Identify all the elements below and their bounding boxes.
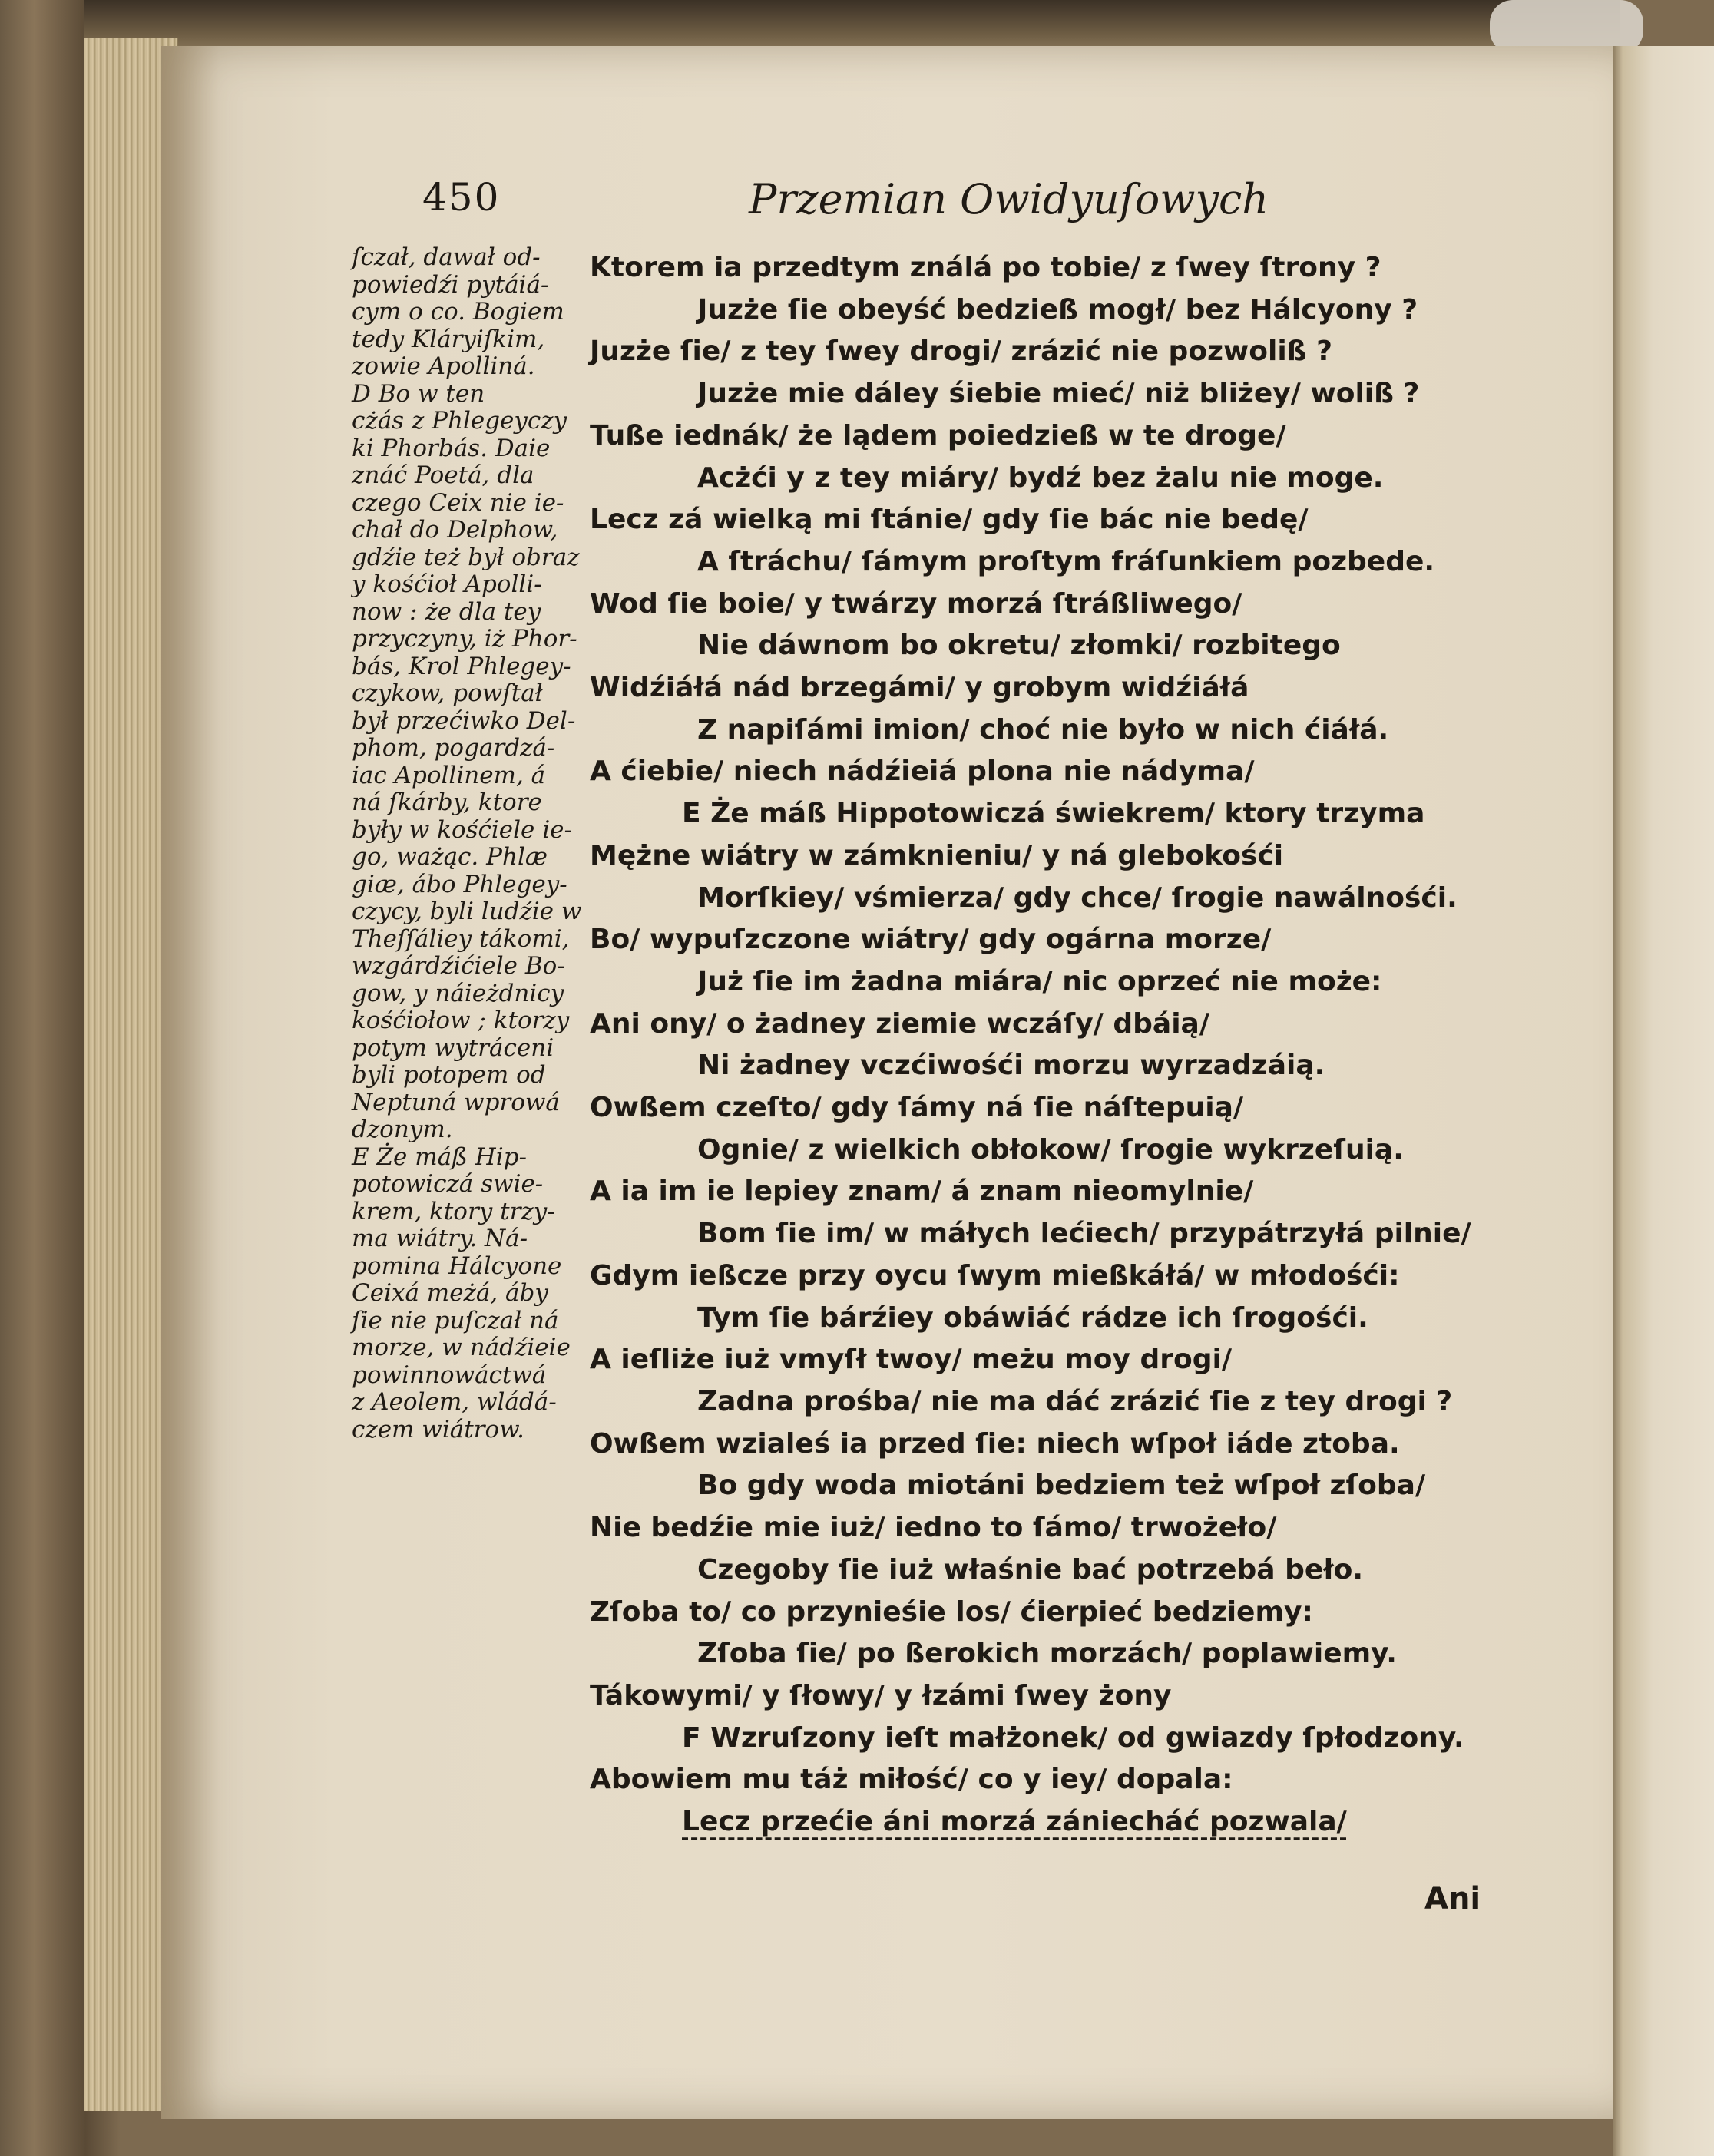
margin-note-line: y kośćioł Apolli- xyxy=(352,570,542,598)
margin-note-line: D Bo w ten xyxy=(352,379,485,408)
verse-line: Juzże ſie/ z tey ſwey drogi/ zrázić nie pozwoliß ? xyxy=(590,336,1332,368)
verse-line: Nie bedźie mie iuż/ iedno to ſámo/ trwożeło/ xyxy=(590,1512,1277,1544)
margin-note-line: znáć Poetá, dla xyxy=(352,461,534,489)
verse-line: E Że máß Hippotowiczá świekrem/ ktory trzyma xyxy=(682,798,1425,830)
verse-line: Bom ſie im/ w máłych lećiech/ przypátrzyłá pilnie/ xyxy=(697,1218,1471,1250)
margin-note-line: gow, y náieżdnicy xyxy=(352,979,564,1007)
margin-note-line: ma wiátry. Ná- xyxy=(352,1225,528,1252)
verse-line: A ſtráchu/ ſámym proſtym fráſunkiem pozbede. xyxy=(697,545,1435,577)
margin-note-line: Theſſáliey tákomi, xyxy=(352,924,570,953)
margin-note-line: powiedźi pytáiá- xyxy=(352,270,549,299)
margin-note-line: były w kośćiele ie- xyxy=(352,815,572,844)
verse-line: Z napiſámi imion/ choć nie było w nich ćiáłá. xyxy=(697,713,1389,746)
margin-note-line: ſie nie puſczał ná xyxy=(352,1306,559,1334)
margin-note-line: ki Phorbás. Daie xyxy=(352,434,551,462)
verse-line: Tym ſie bárźiey obáwiáć rádze ich ſrogośći. xyxy=(697,1301,1368,1334)
page-number: 450 xyxy=(422,175,501,220)
verse-line: Juzże ſie obeyść bedzieß mogł/ bez Hálcyony ? xyxy=(697,293,1418,326)
margin-note-line: czego Ceix nie ie- xyxy=(352,488,564,517)
margin-note-line: cym o co. Bogiem xyxy=(352,298,564,326)
margin-note-line: now : że dla tey xyxy=(352,597,541,626)
margin-note-line: ná ſkárby, ktore xyxy=(352,789,542,816)
verse-line: A ćiebie/ niech nádźieiá plona nie nádyma/ xyxy=(590,756,1255,788)
margin-note-line: tedy Kláryiſkim, xyxy=(352,325,545,353)
verse-line: Ni żadney vczćiwośći morzu wyrzadzáią. xyxy=(697,1050,1325,1082)
margin-note-line: czem wiátrow. xyxy=(352,1415,524,1443)
margin-note-line: bás, Krol Phlegey- xyxy=(352,652,571,680)
verse-line: Ktorem ia przedtym ználá po tobie/ z ſwey ſtrony ? xyxy=(590,252,1381,283)
marginal-commentary xyxy=(352,243,582,1443)
margin-note-line: czycy, byli ludźie w xyxy=(352,898,582,925)
margin-note-line: był przećiwko Del- xyxy=(352,706,576,735)
verse-line: Widźiáłá nád brzegámi/ y grobym widźiáłá xyxy=(590,672,1249,704)
margin-note-line: cżás z Phlegeyczy xyxy=(352,407,567,435)
catchword: Ani xyxy=(1424,1881,1481,1916)
running-title: Przemian Owidyuſowych xyxy=(749,175,1269,223)
verse-line: Wod ſie boie/ y twárzy morzá ſtráßliwego/ xyxy=(590,587,1242,620)
margin-note-line: gdźie też był obraz xyxy=(352,543,580,571)
verse-text xyxy=(590,247,1504,1844)
verse-line: Bo gdy woda miotáni bedziem też wſpoł zſoba/ xyxy=(697,1470,1426,1502)
margin-note-line: giæ, ábo Phlegey- xyxy=(352,870,567,898)
margin-note-line: z Aeolem, wládá- xyxy=(352,1388,557,1416)
margin-note-line: potym wytráceni xyxy=(352,1033,554,1062)
margin-note-line: morze, w nádźieie xyxy=(352,1334,571,1361)
verse-line: Abowiem mu táż miłość/ co y iey/ dopala: xyxy=(590,1764,1233,1796)
verse-line: Zſoba to/ co przynieśie los/ ćierpieć bedziemy: xyxy=(590,1596,1313,1628)
verse-line: Nie dáwnom bo okretu/ złomki/ rozbitego xyxy=(697,630,1341,662)
margin-note-line: przyczyny, iż Phor- xyxy=(352,625,577,653)
margin-note-line: wzgárdźićiele Bo- xyxy=(352,952,565,980)
verse-line: Zadna prośba/ nie ma dáć zrázić ſie z tey drogi ? xyxy=(697,1385,1453,1417)
margin-note-line: E Że máß Hip- xyxy=(352,1142,527,1171)
verse-line: Tuße iednák/ że lądem poiedzieß w te droge/ xyxy=(590,419,1286,451)
verse-line: Lecz przećie áni morzá zániecháć pozwala/ xyxy=(682,1806,1347,1838)
verse-line: Ani ony/ o żadney ziemie wczáſy/ dbáią/ xyxy=(590,1007,1209,1040)
margin-note-line: byli potopem od xyxy=(352,1061,546,1089)
margin-note-line: Neptuná wprowá xyxy=(352,1088,560,1116)
verse-line: Owßem wzialeś ia przed ſie: niech wſpoł iáde ztoba. xyxy=(590,1427,1400,1460)
verse-line: F Wzruſzony ieſt małżonek/ od gwiazdy ſpłodzony. xyxy=(682,1721,1464,1754)
verse-line: Gdym ießcze przy oycu ſwym mießkáłá/ w młodośći: xyxy=(590,1259,1400,1291)
verse-line: Już ſie im żadna miára/ nic oprzeć nie może: xyxy=(697,965,1382,997)
margin-note-line: iac Apollinem, á xyxy=(352,761,546,789)
verse-line: Juzże mie dáley śiebie mieć/ niż bliżey/ woliß ? xyxy=(697,378,1420,410)
margin-note-line: phom, pogardzá- xyxy=(352,734,555,762)
margin-note-line: kośćiołow ; ktorzy xyxy=(352,1007,570,1034)
margin-note-line: go, ważąc. Phlæ xyxy=(352,843,548,871)
verse-line: Ognie/ z wielkich obłokow/ ſrogie wykrzeſuią. xyxy=(697,1133,1404,1166)
margin-note-line: pomina Hálcyone xyxy=(352,1252,562,1280)
verse-line: Owßem czeſto/ gdy ſámy ná ſie náſtepuią/ xyxy=(590,1092,1244,1124)
verse-line: Acżći y z tey miáry/ bydź bez żalu nie moge. xyxy=(697,461,1384,494)
verse-line: Czegoby ſie iuż właśnie bać potrzebá beło. xyxy=(697,1553,1364,1586)
margin-note-line: powinnowáctwá xyxy=(352,1361,547,1389)
margin-note-line: chał do Delphow, xyxy=(352,516,558,544)
verse-line: Zſoba ſie/ po ßerokich morzách/ poplawiemy. xyxy=(697,1638,1397,1670)
verse-line: Lecz zá wielką mi ſtánie/ gdy ſie bác nie bedę/ xyxy=(590,504,1309,536)
margin-note-line: zowie Apolliná. xyxy=(352,352,535,380)
verse-line: A ieſliże iuż vmyſł twoy/ meżu moy drogi/ xyxy=(590,1344,1232,1376)
margin-note-line: Ceixá meżá, áby xyxy=(352,1279,548,1307)
facing-page-edge xyxy=(1613,46,1714,2156)
verse-line: Mężne wiátry w zámknieniu/ y ná glebokośći xyxy=(590,839,1284,871)
verse-line: Morſkiey/ vśmierza/ gdy chce/ ſrogie nawálnośći. xyxy=(697,881,1458,914)
margin-note-line: czykow, powſtał xyxy=(352,680,543,707)
page-header xyxy=(0,175,1714,229)
margin-note-line: krem, ktory trzy- xyxy=(352,1197,555,1225)
verse-line: Bo/ wypuſzczone wiátry/ gdy ogárna morze/ xyxy=(590,924,1272,956)
margin-note-line: dzonym. xyxy=(352,1116,453,1143)
verse-line: A ia im ie lepiey znam/ á znam nieomylnie/ xyxy=(590,1176,1254,1208)
margin-note-line: ſczał, dawał od- xyxy=(352,243,541,271)
verse-line: Tákowymi/ y ſłowy/ y łzámi ſwey żony xyxy=(590,1679,1172,1711)
margin-note-line: potowiczá swie- xyxy=(352,1170,544,1198)
